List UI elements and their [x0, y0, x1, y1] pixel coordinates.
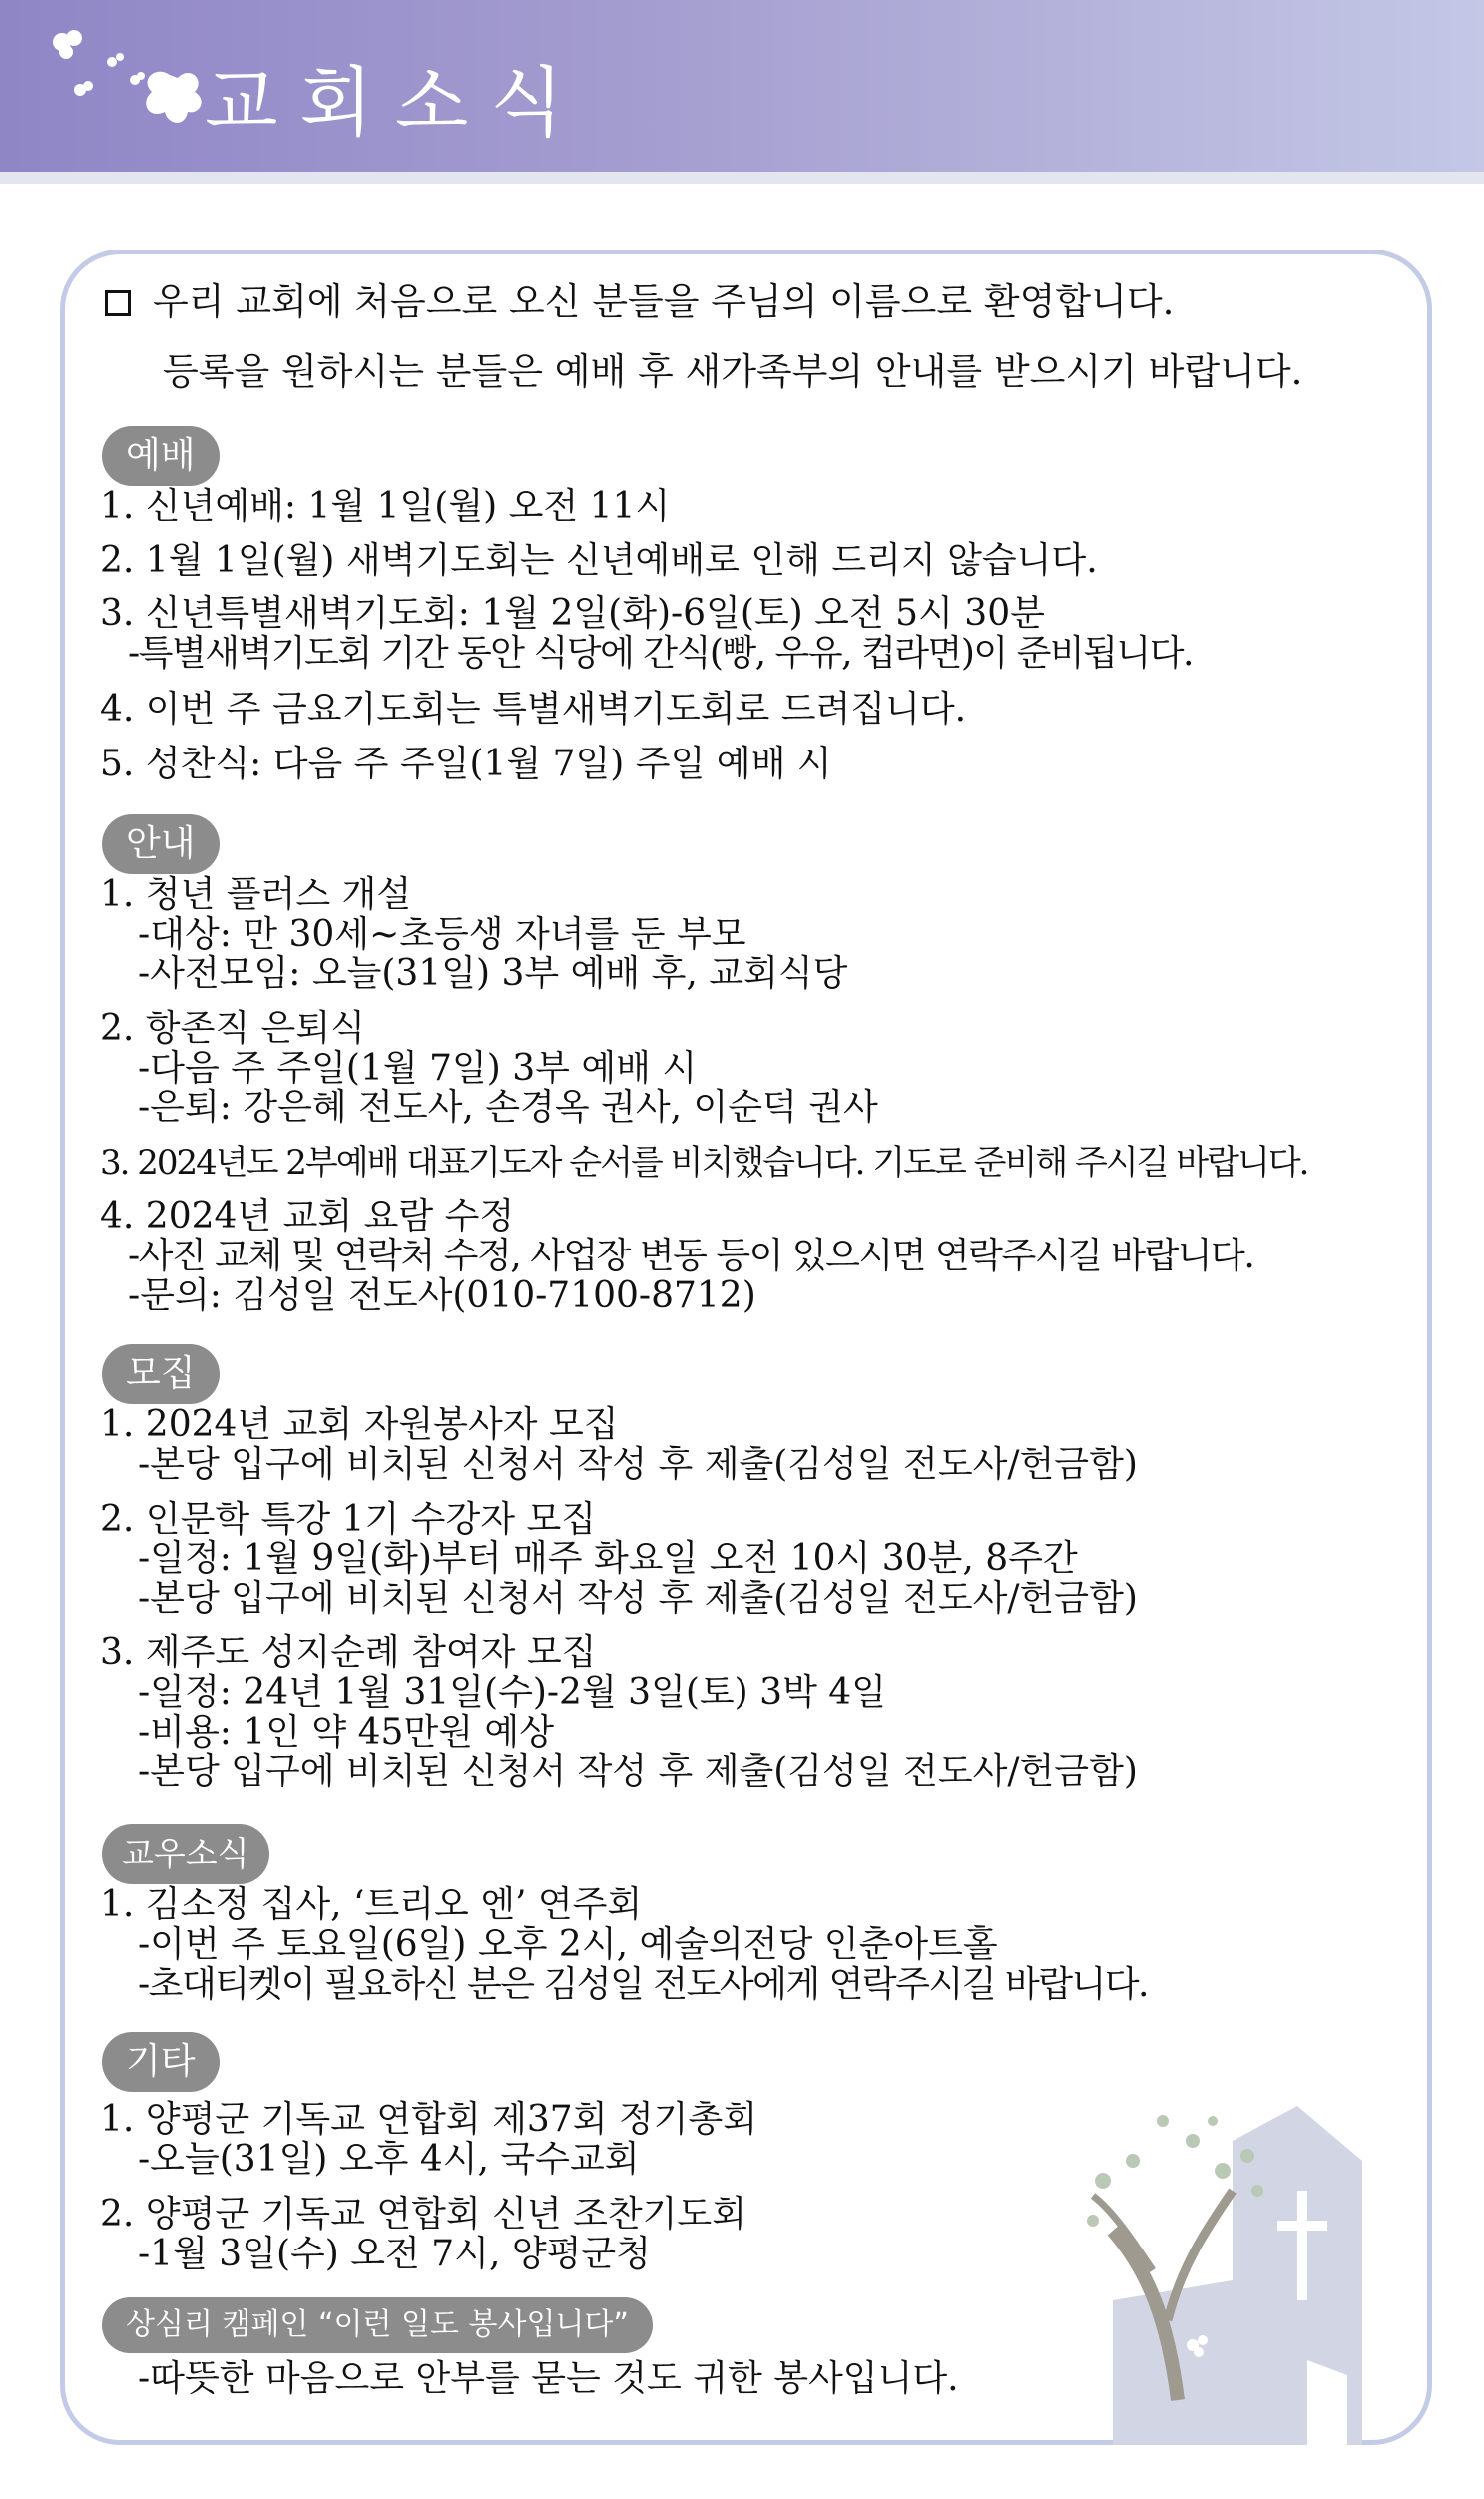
list-item: -본당 입구에 비치된 신청서 작성 후 제출(김성일 전도사/헌금함): [138, 1444, 1138, 1485]
section-badge-etc: 기타: [102, 2032, 220, 2092]
list-item: 3. 2024년도 2부예배 대표기도자 순서를 비치했습니다. 기도로 준비해 주시길 바랍니다.: [100, 1143, 1308, 1183]
list-item: -문의: 김성일 전도사(010-7100-8712): [128, 1275, 756, 1316]
list-item: -사진 교체 및 연락처 수정, 사업장 변동 등이 있으시면 연락주시길 바랍니다.: [128, 1236, 1254, 1276]
list-item: 1. 청년 플러스 개설: [100, 874, 412, 915]
list-item: 2. 양평군 기독교 연합회 신년 조찬기도회: [100, 2194, 746, 2235]
list-item: -다음 주 주일(1월 7일) 3부 예배 시: [138, 1048, 698, 1089]
list-item: -특별새벽기도회 기간 동안 식당에 간식(빵, 우유, 컵라면)이 준비됩니다.: [128, 633, 1193, 674]
list-item: -대상: 만 30세~초등생 자녀를 둔 부모: [138, 914, 746, 955]
header-divider: [0, 172, 1484, 184]
list-item: 2. 1월 1일(월) 새벽기도회는 신년예배로 인해 드리지 않습니다.: [100, 540, 1098, 581]
list-item: -비용: 1인 약 45만원 예상: [138, 1712, 554, 1752]
list-item: 2. 인문학 특강 1기 수강자 모집: [100, 1499, 597, 1540]
list-item: -사전모임: 오늘(31일) 3부 예배 후, 교회식당: [138, 953, 848, 994]
list-item: -이번 주 토요일(6일) 오후 2시, 예술의전당 인춘아트홀: [138, 1924, 998, 1965]
list-item: 1. 신년예배: 1월 1일(월) 오전 11시: [100, 486, 671, 527]
butterfly-deco-icon: [40, 20, 220, 140]
list-item: -일정: 1월 9일(화)부터 매주 화요일 오전 10시 30분, 8주간: [138, 1538, 1078, 1579]
list-item: -일정: 24년 1월 31일(수)-2월 3일(토) 3박 4일: [138, 1672, 886, 1713]
header-banner: [0, 0, 1484, 172]
checkbox-icon: [105, 290, 131, 316]
list-item: 4. 이번 주 금요기도회는 특별새벽기도회로 드려집니다.: [100, 689, 967, 730]
list-item: 1. 양평군 기독교 연합회 제37회 정기총회: [100, 2099, 758, 2140]
list-item: -초대티켓이 필요하신 분은 김성일 전도사에게 연락주시길 바랍니다.: [138, 1964, 1148, 2005]
welcome-line-2: 등록을 원하시는 분들은 예배 후 새가족부의 안내를 받으시기 바랍니다.: [163, 350, 1303, 393]
section-badge-notice: 안내: [102, 814, 220, 874]
list-item: 2. 항존직 은퇴식: [100, 1008, 365, 1049]
list-item: 5. 성찬식: 다음 주 주일(1월 7일) 주일 예배 시: [100, 744, 832, 784]
church-illustration-icon: [1073, 2101, 1412, 2445]
welcome-line-1: 우리 교회에 처음으로 오신 분들을 주님의 이름으로 환영합니다.: [153, 280, 1175, 323]
section-badge-campaign: 상심리 캠페인 “이런 일도 봉사입니다”: [102, 2297, 653, 2353]
section-badge-worship: 예배: [102, 426, 220, 486]
page-title: 교회소식: [205, 58, 586, 147]
list-item: 4. 2024년 교회 요람 수정: [100, 1196, 515, 1237]
list-item: -오늘(31일) 오후 4시, 국수교회: [138, 2139, 640, 2180]
list-item: 1. 김소정 집사, ‘트리오 엔’ 연주회: [100, 1884, 643, 1925]
list-item: -은퇴: 강은혜 전도사, 손경옥 권사, 이순덕 권사: [138, 1087, 878, 1128]
section-badge-members: 교우소식: [102, 1824, 269, 1884]
section-badge-recruit: 모집: [102, 1344, 220, 1404]
list-item: -따뜻한 마음으로 안부를 묻는 것도 귀한 봉사입니다.: [138, 2358, 959, 2399]
list-item: -본당 입구에 비치된 신청서 작성 후 제출(김성일 전도사/헌금함): [138, 1578, 1138, 1619]
list-item: 3. 신년특별새벽기도회: 1월 2일(화)-6일(토) 오전 5시 30분: [100, 593, 1045, 634]
list-item: 3. 제주도 성지순례 참여자 모집: [100, 1632, 597, 1673]
list-item: 1. 2024년 교회 자원봉사자 모집: [100, 1404, 619, 1445]
welcome-message: [105, 267, 1302, 407]
list-item: -1월 3일(수) 오전 7시, 양평군청: [138, 2234, 651, 2274]
list-item: -본당 입구에 비치된 신청서 작성 후 제출(김성일 전도사/헌금함): [138, 1751, 1138, 1792]
